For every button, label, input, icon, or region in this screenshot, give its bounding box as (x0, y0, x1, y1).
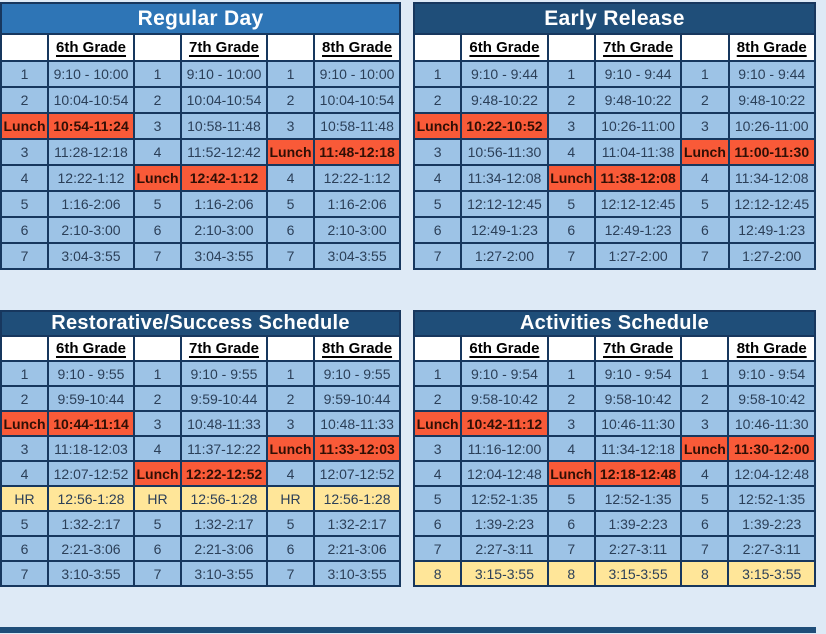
time-cell: 9:10 - 10:00 (48, 61, 134, 87)
schedule-row (414, 191, 815, 217)
period-cell: 5 (134, 191, 181, 217)
period-cell: 4 (134, 139, 181, 165)
homeroom-label-cell: 8 (548, 561, 595, 586)
period-cell: 3 (1, 436, 48, 461)
lunch-label-cell: Lunch (681, 436, 728, 461)
schedule-row (414, 165, 815, 191)
period-cell: 6 (267, 217, 314, 243)
regular-day-table-wrap (0, 2, 399, 270)
time-cell: 9:58-10:42 (461, 386, 547, 411)
period-cell: 3 (414, 436, 461, 461)
schedule-row (1, 361, 400, 386)
time-cell: 2:10-3:00 (48, 217, 134, 243)
lunch-label-cell: Lunch (414, 411, 461, 436)
period-cell: 7 (1, 561, 48, 586)
schedule-table-regular-day (0, 2, 401, 270)
homeroom-label-cell: 8 (681, 561, 728, 586)
period-cell: 6 (134, 536, 181, 561)
period-cell: 3 (548, 411, 595, 436)
time-cell: 10:04-10:54 (314, 87, 400, 113)
lunch-label-cell: Lunch (1, 113, 48, 139)
grade-header-spacer (134, 336, 181, 361)
schedule-row (1, 486, 400, 511)
time-cell: 12:22-1:12 (314, 165, 400, 191)
period-cell: 1 (681, 361, 728, 386)
period-cell: 5 (414, 191, 461, 217)
time-cell: 12:52-1:35 (461, 486, 547, 511)
schedule-row (414, 511, 815, 536)
time-cell: 10:26-11:00 (729, 113, 816, 139)
grade-header-spacer (681, 34, 728, 61)
period-cell: 6 (1, 217, 48, 243)
grade-header-spacer (267, 34, 314, 61)
schedule-row (414, 217, 815, 243)
period-cell: 1 (414, 361, 461, 386)
grade-header: 6th Grade (461, 34, 547, 61)
time-cell: 1:27-2:00 (729, 243, 816, 269)
schedule-row (414, 87, 815, 113)
time-cell: 12:04-12:48 (728, 461, 815, 486)
lunch-time-cell: 10:42-11:12 (461, 411, 547, 436)
grade-header-row (414, 34, 815, 61)
time-cell: 12:12-12:45 (729, 191, 816, 217)
period-cell: 1 (267, 61, 314, 87)
schedule-row (1, 511, 400, 536)
period-cell: 3 (681, 113, 728, 139)
period-cell: 4 (681, 461, 728, 486)
time-cell: 9:48-10:22 (595, 87, 681, 113)
period-cell: 3 (414, 139, 461, 165)
period-cell: 5 (267, 511, 314, 536)
time-cell: 2:27-3:11 (728, 536, 815, 561)
time-cell: 9:48-10:22 (729, 87, 816, 113)
grade-header-spacer (1, 34, 48, 61)
period-cell: 2 (134, 386, 181, 411)
period-cell: 1 (681, 61, 728, 87)
grade-header: 6th Grade (461, 336, 547, 361)
period-cell: 1 (134, 61, 181, 87)
period-cell: 5 (548, 191, 595, 217)
period-cell: 5 (267, 191, 314, 217)
time-cell: 12:49-1:23 (461, 217, 547, 243)
period-cell: 5 (134, 511, 181, 536)
grade-header: 7th Grade (595, 34, 681, 61)
time-cell: 2:21-3:06 (181, 536, 267, 561)
schedule-row (414, 486, 815, 511)
grade-header: 7th Grade (595, 336, 681, 361)
time-cell: 3:15-3:55 (461, 561, 547, 586)
time-cell: 10:58-11:48 (181, 113, 267, 139)
bottom-border-bar (0, 627, 816, 633)
time-cell: 12:07-12:52 (314, 461, 400, 486)
period-cell: 3 (548, 113, 595, 139)
period-cell: 2 (681, 87, 728, 113)
time-cell: 10:04-10:54 (48, 87, 134, 113)
period-cell: 2 (267, 386, 314, 411)
period-cell: 5 (1, 191, 48, 217)
period-cell: 1 (267, 361, 314, 386)
period-cell: 2 (548, 87, 595, 113)
time-cell: 10:46-11:30 (728, 411, 815, 436)
time-cell: 12:12-12:45 (595, 191, 681, 217)
schedule-row (1, 536, 400, 561)
schedule-row (1, 243, 400, 269)
time-cell: 12:22-1:12 (48, 165, 134, 191)
lunch-time-cell: 10:54-11:24 (48, 113, 134, 139)
schedule-row (414, 386, 815, 411)
time-cell: 12:12-12:45 (461, 191, 547, 217)
period-cell: 5 (414, 486, 461, 511)
time-cell: 10:56-11:30 (461, 139, 547, 165)
lunch-time-cell: 11:38-12:08 (595, 165, 681, 191)
lunch-label-cell: Lunch (1, 411, 48, 436)
grade-header: 6th Grade (48, 336, 134, 361)
period-cell: 5 (681, 486, 728, 511)
lunch-label-cell: Lunch (414, 113, 461, 139)
period-cell: 6 (1, 536, 48, 561)
grade-header-spacer (548, 336, 595, 361)
time-cell: 12:49-1:23 (729, 217, 816, 243)
grade-header-spacer (1, 336, 48, 361)
schedule-row (1, 191, 400, 217)
schedule-row (414, 411, 815, 436)
homeroom-label-cell: HR (1, 486, 48, 511)
period-cell: 4 (414, 165, 461, 191)
time-cell: 10:46-11:30 (595, 411, 681, 436)
time-cell: 9:10 - 10:00 (181, 61, 267, 87)
period-cell: 3 (267, 411, 314, 436)
grade-header: 8th Grade (729, 34, 816, 61)
schedule-row (414, 536, 815, 561)
lunch-time-cell: 12:42-1:12 (181, 165, 267, 191)
time-cell: 1:32-2:17 (314, 511, 400, 536)
time-cell: 11:28-12:18 (48, 139, 134, 165)
time-cell: 11:04-11:38 (595, 139, 681, 165)
schedule-row (1, 561, 400, 586)
time-cell: 10:26-11:00 (595, 113, 681, 139)
grade-header-spacer (267, 336, 314, 361)
period-cell: 1 (548, 61, 595, 87)
period-cell: 1 (1, 61, 48, 87)
period-cell: 2 (414, 87, 461, 113)
lunch-time-cell: 12:22-12:52 (181, 461, 267, 486)
schedule-row (1, 165, 400, 191)
period-cell: 7 (267, 561, 314, 586)
time-cell: 1:32-2:17 (181, 511, 267, 536)
grade-header-row (414, 336, 815, 361)
period-cell: 4 (134, 436, 181, 461)
schedule-row (414, 361, 815, 386)
grade-header: 7th Grade (181, 34, 267, 61)
period-cell: 2 (548, 386, 595, 411)
time-cell: 3:04-3:55 (314, 243, 400, 269)
period-cell: 6 (681, 217, 728, 243)
early-release-table-wrap (413, 2, 816, 270)
schedule-row (414, 61, 815, 87)
time-cell: 11:34-12:18 (595, 436, 681, 461)
period-cell: 5 (681, 191, 728, 217)
period-cell: 3 (134, 113, 181, 139)
period-cell: 7 (681, 243, 728, 269)
period-cell: 5 (1, 511, 48, 536)
grade-header-spacer (548, 34, 595, 61)
time-cell: 9:48-10:22 (461, 87, 547, 113)
period-cell: 4 (548, 139, 595, 165)
time-cell: 1:16-2:06 (314, 191, 400, 217)
lunch-time-cell: 11:33-12:03 (314, 436, 400, 461)
period-cell: 2 (414, 386, 461, 411)
schedule-table-early-release (413, 2, 816, 270)
time-cell: 10:04-10:54 (181, 87, 267, 113)
period-cell: 7 (414, 536, 461, 561)
time-cell: 10:48-11:33 (181, 411, 267, 436)
period-cell: 7 (134, 561, 181, 586)
period-cell: 4 (414, 461, 461, 486)
lunch-label-cell: Lunch (267, 139, 314, 165)
schedule-row (1, 436, 400, 461)
period-cell: 7 (134, 243, 181, 269)
grade-header: 7th Grade (181, 336, 267, 361)
period-cell: 6 (134, 217, 181, 243)
time-cell: 12:52-1:35 (728, 486, 815, 511)
period-cell: 2 (1, 87, 48, 113)
time-cell: 10:58-11:48 (314, 113, 400, 139)
period-cell: 3 (681, 411, 728, 436)
time-cell: 11:18-12:03 (48, 436, 134, 461)
time-cell: 1:39-2:23 (595, 511, 681, 536)
grade-header-row (1, 336, 400, 361)
schedule-row (414, 436, 815, 461)
period-cell: 6 (414, 217, 461, 243)
time-cell: 2:21-3:06 (314, 536, 400, 561)
grade-header: 8th Grade (314, 336, 400, 361)
lunch-label-cell: Lunch (267, 436, 314, 461)
grade-header: 8th Grade (728, 336, 815, 361)
lunch-label-cell: Lunch (548, 461, 595, 486)
time-cell: 1:39-2:23 (461, 511, 547, 536)
time-cell: 9:10 - 9:54 (461, 361, 547, 386)
period-cell: 3 (1, 139, 48, 165)
grade-header: 6th Grade (48, 34, 134, 61)
period-cell: 2 (1, 386, 48, 411)
time-cell: 3:04-3:55 (48, 243, 134, 269)
time-cell: 12:04-12:48 (461, 461, 547, 486)
homeroom-label-cell: 8 (414, 561, 461, 586)
time-cell: 9:10 - 9:55 (48, 361, 134, 386)
time-cell: 9:59-10:44 (181, 386, 267, 411)
period-cell: 7 (267, 243, 314, 269)
period-cell: 4 (267, 461, 314, 486)
time-cell: 9:10 - 9:44 (595, 61, 681, 87)
time-cell: 1:16-2:06 (181, 191, 267, 217)
time-cell: 9:10 - 9:55 (314, 361, 400, 386)
schedule-table-activities (413, 310, 816, 587)
schedule-row (1, 61, 400, 87)
period-cell: 6 (414, 511, 461, 536)
schedule-row (414, 139, 815, 165)
time-cell: 1:39-2:23 (728, 511, 815, 536)
schedule-row (414, 113, 815, 139)
lunch-label-cell: Lunch (134, 165, 181, 191)
schedule-row (1, 386, 400, 411)
period-cell: 4 (548, 436, 595, 461)
schedule-title: Activities Schedule (414, 311, 815, 336)
time-cell: 9:10 - 9:55 (181, 361, 267, 386)
period-cell: 7 (548, 243, 595, 269)
schedule-row (1, 113, 400, 139)
time-cell: 3:10-3:55 (314, 561, 400, 586)
lunch-label-cell: Lunch (134, 461, 181, 486)
time-cell: 9:59-10:44 (48, 386, 134, 411)
time-cell: 9:58-10:42 (595, 386, 681, 411)
time-cell: 9:10 - 9:44 (461, 61, 547, 87)
time-cell: 2:21-3:06 (48, 536, 134, 561)
grade-header-spacer (134, 34, 181, 61)
lunch-time-cell: 11:30-12:00 (728, 436, 815, 461)
time-cell: 3:15-3:55 (595, 561, 681, 586)
grade-header-spacer (414, 336, 461, 361)
time-cell: 12:52-1:35 (595, 486, 681, 511)
time-cell: 1:32-2:17 (48, 511, 134, 536)
schedule-title: Restorative/Success Schedule (1, 311, 400, 336)
time-cell: 2:27-3:11 (461, 536, 547, 561)
time-cell: 11:37-12:22 (181, 436, 267, 461)
schedule-row (414, 561, 815, 586)
period-cell: 5 (548, 486, 595, 511)
schedule-row (1, 87, 400, 113)
grade-header-row (1, 34, 400, 61)
time-cell: 9:58-10:42 (728, 386, 815, 411)
schedule-row (414, 243, 815, 269)
time-cell: 2:27-3:11 (595, 536, 681, 561)
schedule-row (1, 217, 400, 243)
period-cell: 6 (548, 217, 595, 243)
period-cell: 6 (548, 511, 595, 536)
time-cell: 1:16-2:06 (48, 191, 134, 217)
lunch-label-cell: Lunch (681, 139, 728, 165)
time-cell: 9:10 - 10:00 (314, 61, 400, 87)
period-cell: 1 (134, 361, 181, 386)
schedule-row (1, 461, 400, 486)
activities-table-wrap (413, 310, 816, 587)
lunch-time-cell: 10:22-10:52 (461, 113, 547, 139)
lunch-label-cell: Lunch (548, 165, 595, 191)
time-cell: 9:10 - 9:54 (728, 361, 815, 386)
time-cell: 1:27-2:00 (461, 243, 547, 269)
lunch-time-cell: 11:00-11:30 (729, 139, 816, 165)
time-cell: 2:10-3:00 (181, 217, 267, 243)
time-cell: 3:15-3:55 (728, 561, 815, 586)
time-cell: 11:34-12:08 (729, 165, 816, 191)
period-cell: 3 (134, 411, 181, 436)
period-cell: 4 (681, 165, 728, 191)
lunch-time-cell: 12:18-12:48 (595, 461, 681, 486)
lunch-time-cell: 10:44-11:14 (48, 411, 134, 436)
time-cell: 3:10-3:55 (48, 561, 134, 586)
time-cell: 12:49-1:23 (595, 217, 681, 243)
time-cell: 3:04-3:55 (181, 243, 267, 269)
homeroom-label-cell: HR (267, 486, 314, 511)
grade-header-spacer (414, 34, 461, 61)
period-cell: 7 (414, 243, 461, 269)
time-cell: 1:27-2:00 (595, 243, 681, 269)
period-cell: 6 (681, 511, 728, 536)
schedule-table-restorative-success (0, 310, 401, 587)
restorative-success-table-wrap (0, 310, 399, 587)
schedule-row (1, 139, 400, 165)
lunch-time-cell: 11:48-12:18 (314, 139, 400, 165)
period-cell: 1 (414, 61, 461, 87)
period-cell: 7 (681, 536, 728, 561)
grade-header: 8th Grade (314, 34, 400, 61)
period-cell: 7 (548, 536, 595, 561)
period-cell: 1 (548, 361, 595, 386)
time-cell: 2:10-3:00 (314, 217, 400, 243)
time-cell: 12:07-12:52 (48, 461, 134, 486)
period-cell: 4 (1, 461, 48, 486)
time-cell: 12:56-1:28 (314, 486, 400, 511)
period-cell: 6 (267, 536, 314, 561)
time-cell: 11:16-12:00 (461, 436, 547, 461)
time-cell: 11:34-12:08 (461, 165, 547, 191)
period-cell: 1 (1, 361, 48, 386)
time-cell: 12:56-1:28 (181, 486, 267, 511)
schedule-title: Regular Day (1, 3, 400, 34)
schedule-row (1, 411, 400, 436)
period-cell: 2 (134, 87, 181, 113)
period-cell: 4 (267, 165, 314, 191)
period-cell: 4 (1, 165, 48, 191)
homeroom-label-cell: HR (134, 486, 181, 511)
schedule-row (414, 461, 815, 486)
time-cell: 10:48-11:33 (314, 411, 400, 436)
grade-header-spacer (681, 336, 728, 361)
time-cell: 9:59-10:44 (314, 386, 400, 411)
schedule-title: Early Release (414, 3, 815, 34)
time-cell: 12:56-1:28 (48, 486, 134, 511)
period-cell: 2 (681, 386, 728, 411)
time-cell: 9:10 - 9:44 (729, 61, 816, 87)
time-cell: 9:10 - 9:54 (595, 361, 681, 386)
period-cell: 7 (1, 243, 48, 269)
period-cell: 3 (267, 113, 314, 139)
time-cell: 11:52-12:42 (181, 139, 267, 165)
period-cell: 2 (267, 87, 314, 113)
time-cell: 3:10-3:55 (181, 561, 267, 586)
